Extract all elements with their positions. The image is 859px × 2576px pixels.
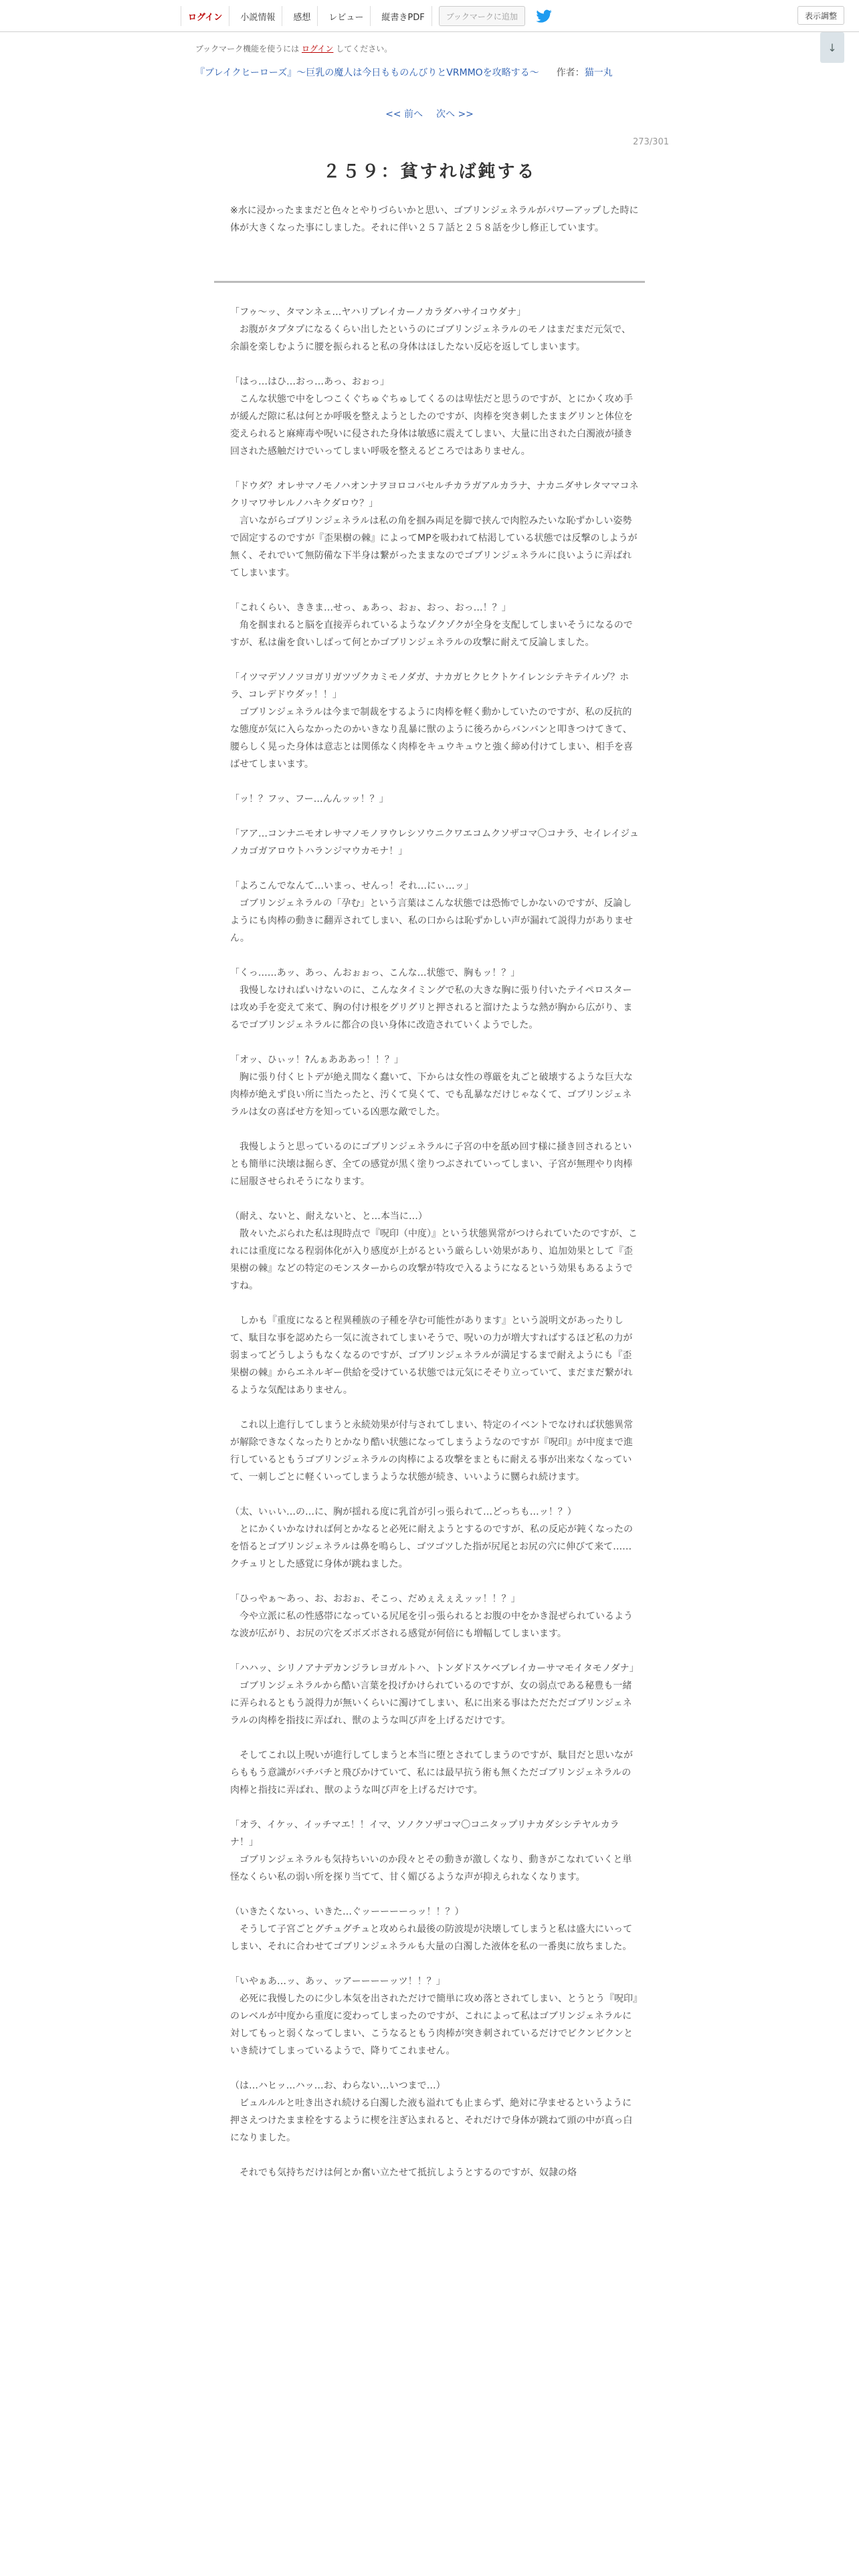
paragraph-line: 散々いたぶられた私は現時点で『呪印（中度）』という状態異常がつけられていたのですが、これには重度になる程弱体化が入り感度が上がるという厳らしい効果があり、追加効果として『歪果樹の棘』などの特定のモンスターからの攻撃が特攻で入るようになるという効果もあるようですね。 xyxy=(230,1228,638,1291)
paragraph-line: 「ドウダ？オレサマノモノハオンナヲヨロコバセルチカラガアルカラナ、ナカニダサレタママコネクリマワサレルノハキクダロウ？」 xyxy=(230,481,639,509)
chapter-count: 273/301 xyxy=(632,137,669,147)
paragraph xyxy=(230,790,640,808)
bookmark-note-prefix: ブックマーク機能を使うには xyxy=(195,44,302,53)
paragraph xyxy=(230,373,640,460)
paragraph xyxy=(230,304,640,356)
paragraph-line: （いきたくないっ、いきた…ぐッーーーーっッ！！？） xyxy=(230,1907,464,1917)
paragraph-line: ゴブリンジェネラルから酷い言葉を投げかけられているのですが、女の弱点である秘豊も一緒に弄られるともう説得力が無いくらいに濁けてしまい、私に出来る事はただただゴブリンジェネラルの肉棒を指技に弄ばれ、獣のような叫び声を上げるだけです。 xyxy=(230,1681,632,1726)
preface-note: ※水に浸かったままだと色々とやりづらいかと思い、ゴブリンジェネラルがパワーアップした時に体が大きくなった事にしました。それに伴い２５７話と２５８話を少し修正しています。 xyxy=(230,205,639,233)
paragraph-line: ゴブリンジェネラルも気持ちいいのか段々とその動きが激しくなり、動きがこなれていくと単怪なくらい私の弱い所を探り当てて、甘く媚びるような声が抑えられなくなります。 xyxy=(230,1854,632,1883)
paragraph-line: ビュルルルと吐き出され続ける白濁した液も溢れても止まらず、絶対に孕ませるというように押さえつけたまま栓をするように楔を注ぎ込まれると、それだけで身体が跳ねて頭の中が真っ白になりました。 xyxy=(230,2098,633,2143)
paragraph-line: 「くっ……あッ、あっ、んおぉぉっ、こんな…状態で、胸もッ！？」 xyxy=(230,968,520,978)
paragraph-line: （太、いぃい…の…に、胸が揺れる度に乳首が引っ張られて…どっちも…ッ！？） xyxy=(230,1507,577,1517)
paragraph xyxy=(230,964,640,1034)
paragraph-line: とにかくいかなければ何とかなると必死に耐えようとするのですが、私の反応が鈍くなったのを悟るとゴブリンジェネラルは鼻を鳴らし、ゴツゴツした指が尻尾とお尻の穴に伸びて来て……クチュリとした感覚に身体が跳ねました。 xyxy=(230,1524,633,1570)
paragraph xyxy=(230,1747,640,1799)
paragraph-line: 「はっ…はひ…おっ…あっ、おぉっ」 xyxy=(230,377,389,387)
paragraph-line: 我慢しなければいけないのに、こんなタイミングで私の大きな胸に張り付いたテイペロスターは攻め手を変えて来て、胸の付け根をグリグリと押されると溜けたような熱が胸から広がり、まるでゴブリンジェネラルに都合の良い身体に改造されていくようでした。 xyxy=(230,985,633,1031)
paragraph-line: こんな状態で中をしつこくぐちゅぐちゅしてくるのは卑怯だと思うのですが、とにかく攻め手が緩んだ隙に私は何とか呼吸を整えようとしたのですが、肉棒を突き刺したままグリンと体位を変えられると麻痺毒や呪いに侵された身体は敏感に震えてしまい、大量に出された白濁液が掻き回された感触だけでいってしまい呼吸を整えるどころではありません。 xyxy=(230,394,633,457)
paragraph xyxy=(230,1503,640,1573)
display-settings-button[interactable]: 表示調整 xyxy=(797,6,844,25)
paragraph-line: 角を掴まれると脳を直接弄られているようなゾクゾクが全身を支配してしまいそうになるのですが、私は歯を食いしばって何とかゴブリンジェネラルの攻撃に耐えて反論しました。 xyxy=(230,620,633,648)
top-navigation-bar xyxy=(0,0,859,32)
author-link[interactable]: 猫一丸 xyxy=(584,68,613,78)
vertical-pdf-link[interactable]: 縦書きPDF xyxy=(375,6,432,26)
paragraph-line: 「これくらい、ききま…せっ、ぁあっ、おぉ、おっ、おっ…！？」 xyxy=(230,603,511,613)
bookmark-note-login-link[interactable]: ログイン xyxy=(301,44,334,53)
paragraph xyxy=(230,2164,640,2181)
twitter-bird-icon[interactable] xyxy=(535,7,553,25)
review-link[interactable]: レビュー xyxy=(322,6,371,26)
paragraph xyxy=(230,825,640,860)
paragraph-line: そしてこれ以上呪いが進行してしまうと本当に堕とされてしまうのですが、駄目だと思いながらももう意識がバチバチと飛びかけていて、私には最早抗う術も無くただゴブリンジェネラルの肉棒と指技に弄ばれ、獣のような叫び声を上げるだけです。 xyxy=(230,1750,633,1796)
paragraph-line: 「ッ！？フッ、フー…んんッッ！？」 xyxy=(230,794,389,804)
paragraph-line: （耐え、ないと、耐えないと、と…本当に…） xyxy=(230,1211,427,1222)
paragraph xyxy=(230,1816,640,1886)
paragraph-line: これ以上進行してしまうと永続効果が付与されてしまい、特定のイベントでなければ状態異常が解除できなくなったりとかなり酷い状態になってしまうようなのですが『呪印』が中度まで進行しているともうゴブリンジェネラルの肉棒による攻撃をまともに耐える事が出来なくなっていて、一刺しごとに軽くいってしまうような状態が続き、いいように嬲られ続けます。 xyxy=(230,1420,633,1483)
novel-info-link[interactable]: 小説情報 xyxy=(233,6,282,26)
login-link[interactable]: ログイン xyxy=(181,6,229,26)
paragraph-line: 我慢しようと思っているのにゴブリンジェネラルに子宮の中を舐め回す様に掻き回されるといとも簡単に決壊は掘らぎ、全ての感覚が黒く塗りつぶされていってしまい、子宮が無理やり肉棒に屈服させられそうになります。 xyxy=(230,1142,633,1187)
paragraph xyxy=(230,1660,640,1729)
paragraph-line: 「フゥ〜ッ、タマンネェ…ヤハリブレイカーノカラダハサイコウダナ」 xyxy=(230,307,527,318)
next-chapter-link[interactable]: 次へ >> xyxy=(436,109,474,120)
paragraph xyxy=(230,2077,640,2147)
paragraph xyxy=(230,1903,640,1955)
paragraph xyxy=(230,877,640,947)
author-label: 作者： xyxy=(556,68,585,78)
paragraph-line: ゴブリンジェネラルの「孕む」という言葉はこんな状態では恐怖でしかないのですが、反論しようにも肉棒の動きに翻弄されてしまい、私の口からは恥ずかしい声が漏れて説得力がありません。 xyxy=(230,898,633,944)
paragraph-line: 言いながらゴブリンジェネラルは私の角を掴み両足を脚で挟んで肉腔みたいな恥ずかしい姿勢で固定するのですが『歪果樹の棘』によってMPを吸われて枯渇している状態では反撃のしようが無く、それでいて無防備な下半身は繋がったままなのでゴブリンジェネラルに良いように弄ばれてしまいます。 xyxy=(230,516,638,578)
paragraph xyxy=(230,1416,640,1486)
paragraph-line: （は…ハヒッ…ハッ…お、わらない…いつまで…） xyxy=(230,2080,446,2091)
paragraph xyxy=(230,669,640,773)
bookmark-login-note xyxy=(195,43,392,54)
chapter-title: ２５９：貧すれば鈍する xyxy=(322,162,537,182)
paragraph-line: 今や立派に私の性感帯になっている尻尾を引っ張られるとお腹の中をかき混ぜられているような波が広がり、お尻の穴をズボズボされる感覚が何倍にも増幅してしまいます。 xyxy=(230,1611,633,1639)
add-bookmark-button[interactable]: ブックマークに追加 xyxy=(439,6,525,26)
prev-chapter-link[interactable]: << 前へ xyxy=(385,109,423,120)
paragraph xyxy=(230,1312,640,1399)
paragraph-line: そうして子宮ごとグチュグチュと攻められ最後の防波堤が決壊してしまうと私は盛大にいってしまい、それに合わせてゴブリンジェネラルも大量の白濁した液体を私の一番奥に放ちました。 xyxy=(230,1924,633,1952)
paragraph-line: 「アア…コンナニモオレサマノモノヲウレシソウニクワエコムクソザコマ〇コナラ、セイレイジュノカゴガアロウトハランジマウカモナ！」 xyxy=(230,829,639,857)
paragraph xyxy=(230,599,640,651)
paragraph xyxy=(230,1973,640,2060)
paragraph-line: ゴブリンジェネラルは今まで制裁をするように肉棒を軽く動かしていたのですが、私の反抗的な態度が気に入らなかったのかいきなり乱暴に獣のように後ろからバンバンと叩きつけてきて、腰らしく晃った身体は意志とは関係なく肉棒をキュウキュウと強く締め付けてしまい、相手を喜ばせてしまいます。 xyxy=(230,707,633,770)
impressions-link[interactable]: 感想 xyxy=(286,6,318,26)
novel-body xyxy=(230,304,640,2181)
series-title-link[interactable]: 『ブレイクヒーローズ』〜巨乳の魔人は今日もものんびりとVRMMOを攻略する〜 xyxy=(195,68,539,78)
scroll-down-arrow-icon[interactable]: ↓ xyxy=(820,32,844,63)
series-info xyxy=(195,66,613,79)
paragraph-line: 「ひっやぁ〜あっ、お、おおぉ、そこっ、だめぇえぇえッッ！！？」 xyxy=(230,1594,520,1604)
paragraph-line: 「ハハッ、シリノアナデカンジラレヨガルトハ、トンダドスケベブレイカーサマモイタモノダナ」 xyxy=(230,1663,639,1674)
paragraph xyxy=(230,1590,640,1642)
paragraph-line: それでも気持ちだけは何とか奮い立たせて抵抗しようとするのですが、奴隷の烙 xyxy=(230,2167,577,2178)
paragraph-line: 「いやぁあ…ッ、あッ、ッアーーーーッツ！！？」 xyxy=(230,1976,446,1987)
paragraph-line: 胸に張り付くヒトデが絶え間なく蠢いて、下からは女性の尊厳を丸ごと破壊するような巨大な肉棒が絶えず良い所に当たったと、汚くて臭くて、でも乱暴なだけじゃなくて、ゴブリンジェネラルは女の喜ばせ方を知っている凶悪な敵でした。 xyxy=(230,1072,633,1117)
paragraph xyxy=(230,477,640,582)
paragraph-line: しかも『重度になると程異種族の子種を孕む可能性があります』という説明文があったりして、駄目な事を認めたら一気に流されてしまいそうで、呪いの力が増大すればするほど私の力が弱まってどうしようもなくなるのですが、ゴブリンジェネラルが満足するまで耐えようにも『歪果樹の棘』からエネルギー供給を受けている状態では元気にそそり立っていて、まだまだ繋がれるような気配はありません。 xyxy=(230,1315,633,1396)
paragraph-line: お腹がタプタプになるくらい出したというのにゴブリンジェネラルのモノはまだまだ元気で、余韻を楽しむように腰を振られると私の身体はほしたない反応を返してしまいます。 xyxy=(230,324,631,352)
header-nav xyxy=(181,6,553,26)
paragraph-line: 「イツマデソノツヨガリガツヅクカミモノダガ、ナカガヒクヒクトケイレンシテキテイルゾ？ホラ、コレデドウダッ！！」 xyxy=(230,672,630,700)
paragraph-line: 必死に我慢したのに少し本気を出されただけで簡単に攻め落とされてしまい、とうとう『呪印』のレベルが中度から重度に変わってしまったのですが、これによって私はゴブリンジェネラルに対してもっと弱くなってしまい、こうなるともう肉棒が突き刺されているだけでビクンビクンといき続けてしまっているようで、降りてこれません。 xyxy=(230,1994,638,2056)
paragraph-line: 「オッ、ひぃッ！?んぁあああっ！！？」 xyxy=(230,1055,403,1065)
paragraph-line: 「オラ、イケッ、イッチマエ！！イマ、ソノクソザコマ〇コニタップリナカダシシテヤルカラナ！」 xyxy=(230,1820,619,1848)
paragraph xyxy=(230,1208,640,1295)
paragraph-line: 「よろこんでなんて…いまっ、せんっ！それ…にぃ…ッ」 xyxy=(230,881,474,891)
paragraph xyxy=(230,1138,640,1190)
chapter-pager-top xyxy=(0,107,859,120)
bookmark-note-suffix: してください。 xyxy=(333,44,393,53)
preface-divider xyxy=(214,281,645,283)
paragraph xyxy=(230,1051,640,1121)
